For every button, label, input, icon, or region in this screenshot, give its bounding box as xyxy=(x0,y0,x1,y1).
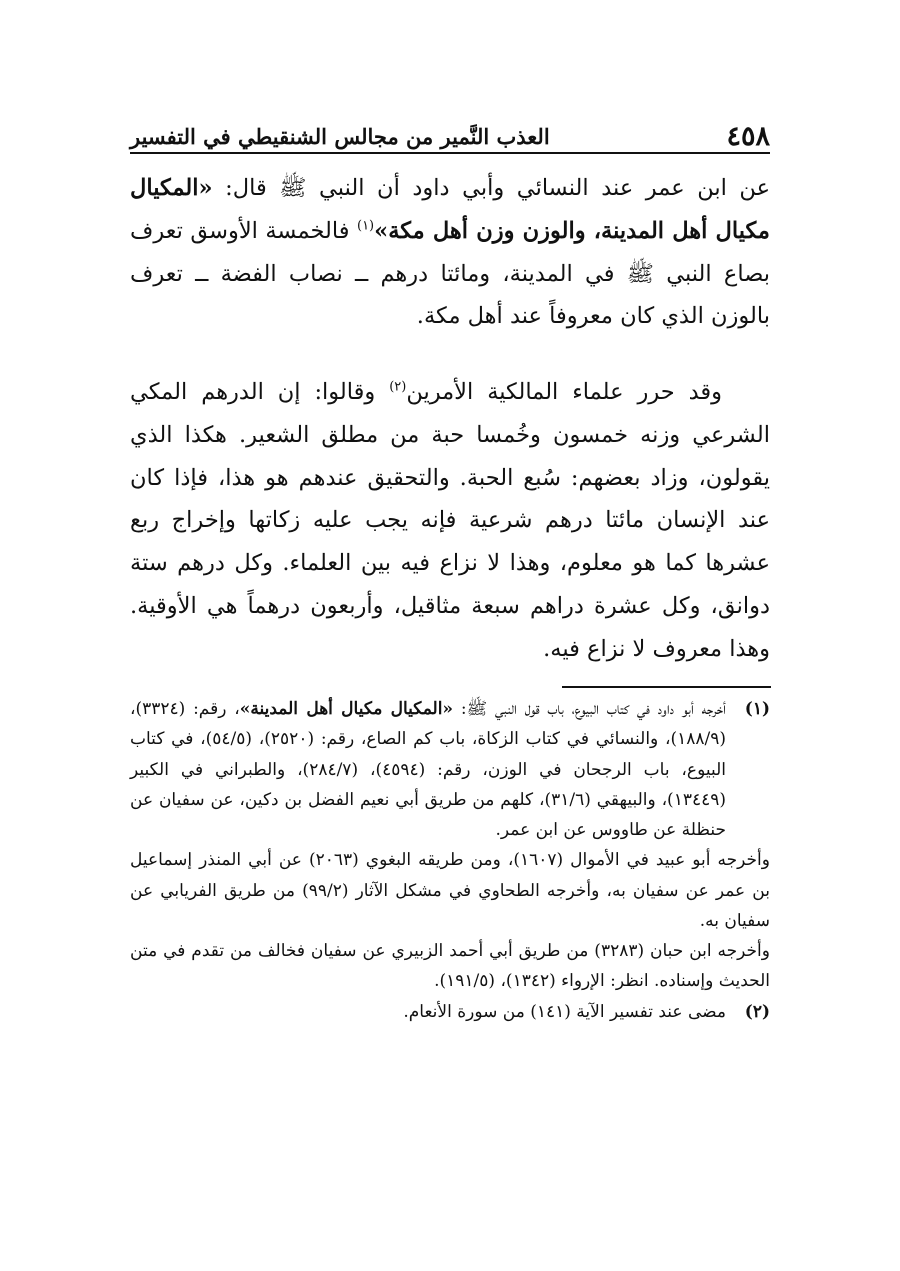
footnote-1-text-a: أخرجه أبو داود في كتاب البيوع، باب قول النبي ﷺ: xyxy=(453,699,726,719)
page-header xyxy=(130,108,770,152)
footnote-1-text-b: ، رقم: (٣٣٢٤)، (١٨٨/٩)، والنسائي في كتاب الزكاة، باب كم الصاع، رقم: (٢٥٢٠)، (٥٤/٥)، في كتاب البيوع، باب الرجحان في الوزن، رقم: (٤٥٩٤)، (٢٨٤/٧)، والطبراني في الكبير (١٣٤٤٩)، والبيهقي (٣١/٦)، كلهم من طريق أبي نعيم الفضل بن دكين، عن سفيان عن حنظلة عن طاووس عن ابن عمر. xyxy=(130,699,727,840)
hadith-quote: «المكيال مكيال أهل المدينة، والوزن وزن أهل مكة» xyxy=(130,175,770,244)
running-title: العذب النَّمير من مجالس الشنقيطي في التفسير xyxy=(130,124,550,149)
footnote-1 xyxy=(130,694,770,845)
footnote-1-continuation-2: وأخرجه ابن حبان (٣٢٨٣) من طريق أبي أحمد الزبيري عن سفيان فخالف من تقدم في متن الحديث وإسناده. انظر: الإرواء (١٣٤٢)، (١٩١/٥). xyxy=(130,941,770,992)
footnote-separator xyxy=(562,686,771,688)
footnote-1-quote: «المكيال مكيال أهل المدينة» xyxy=(239,699,454,719)
paragraph-1-text-c: فالخمسة الأوسق تعرف بصاع النبي ﷺ في المدينة، ومائتا درهم ــ نصاب الفضة ــ تعرف بالوزن الذي كان معروفاً عند أهل مكة. xyxy=(130,217,770,330)
paragraph-2 xyxy=(130,371,770,670)
footnote-1-continuation-1: وأخرجه أبو عبيد في الأموال (١٦٠٧)، ومن طريقه البغوي (٢٠٦٣) عن أبي المنذر إسماعيل بن عمر عن سفيان به، وأخرجه الطحاوي في مشكل الآثار (٩٩/٢) من طريق الفريابي عن سفيان به. xyxy=(130,850,770,931)
footnotes xyxy=(130,694,770,1027)
footnote-2-number: (٢) xyxy=(744,1001,770,1022)
footnote-ref-1: (١) xyxy=(356,218,375,234)
page-number: ٤٥٨ xyxy=(726,121,770,152)
paragraph-1-text-a: عن ابن عمر عند النسائي وأبي داود أن النبي ﷺ قال: xyxy=(212,175,770,201)
footnote-1-number: (١) xyxy=(744,699,770,719)
paragraph-2-text-b: وقالوا: إن الدرهم المكي الشرعي وزنه خمسون وخُمسا حبة من مطلق الشعير. هكذا الذي يقولون، وزاد بعضهم: سُبع الحبة. والتحقيق عندهم هو هذا، فإذا كان عند الإنسان مائتا درهم شرعية فإنه يجب عليه زكاتها وإخراج ربع عشرها كما هو معلوم، وهذا لا نزاع فيه بين العلماء. وكل درهم ستة دوانق، وكل عشرة دراهم سبعة مثاقيل، وأربعون درهماً هي الأوقية. وهذا معروف لا نزاع فيه. xyxy=(130,379,770,662)
footnote-2 xyxy=(130,997,770,1027)
header-rule xyxy=(130,152,770,154)
footnote-ref-2: (٢) xyxy=(389,379,407,395)
paragraph-1 xyxy=(130,167,770,338)
paragraph-2-text-a: وقد حرر علماء المالكية الأمرين xyxy=(406,379,723,405)
footnote-2-text: مضى عند تفسير الآية (١٤١) من سورة الأنعام. xyxy=(403,1001,726,1022)
